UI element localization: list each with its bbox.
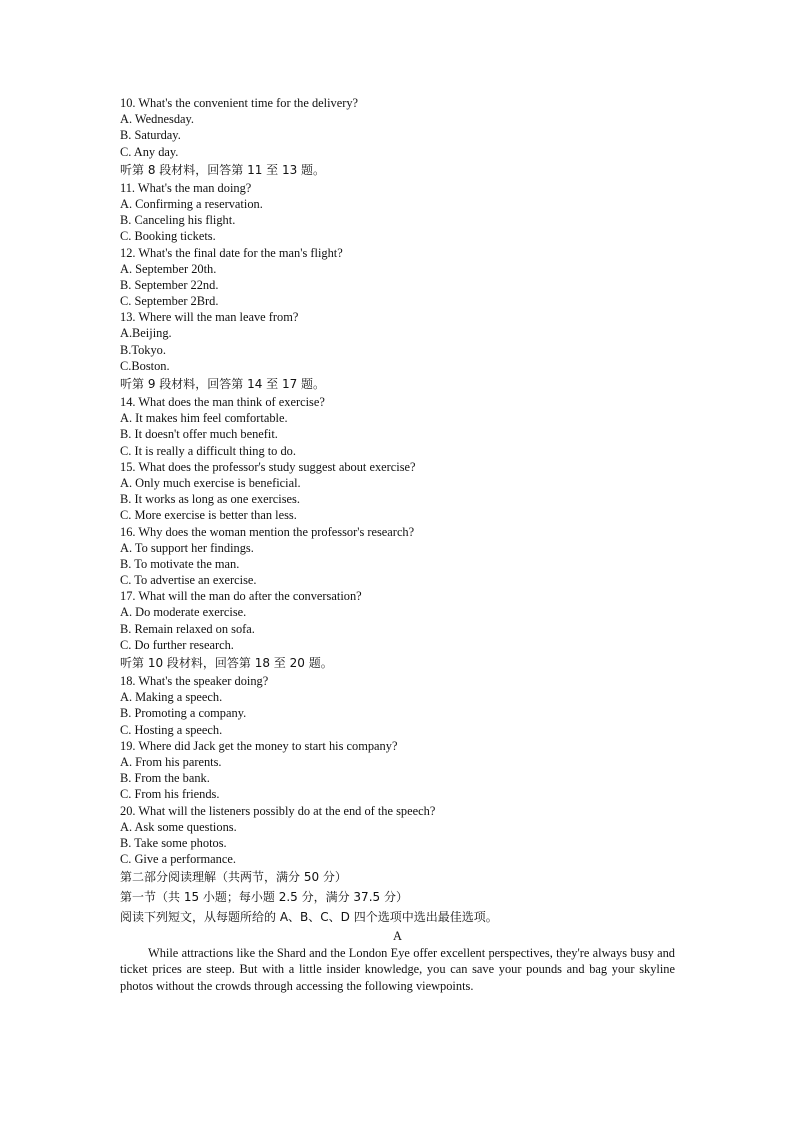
question-stem: 13. Where will the man leave from? bbox=[120, 310, 299, 325]
passage-label: A bbox=[393, 929, 402, 944]
answer-option: A. Wednesday. bbox=[120, 112, 195, 127]
question-stem: 10. What's the convenient time for the delivery? bbox=[120, 96, 359, 110]
answer-option: C. It is really a difficult thing to do. bbox=[120, 443, 296, 458]
answer-option: C. Hosting a speech. bbox=[120, 722, 223, 737]
section-instruction: 第一节（共 15 小题；每小题 2.5 分，满分 37.5 分） bbox=[120, 890, 408, 905]
answer-option: A. From his parents. bbox=[120, 754, 222, 769]
answer-option: A. Do moderate exercise. bbox=[120, 605, 247, 620]
answer-option: A. Ask some questions. bbox=[120, 819, 237, 834]
section-instruction: 阅读下列短文，从每题所给的 A、B、C、D 四个选项中选出最佳选项。 bbox=[120, 910, 498, 925]
answer-option: C. To advertise an exercise. bbox=[120, 573, 257, 588]
answer-option: B. It doesn't offer much benefit. bbox=[120, 427, 278, 442]
answer-option: C. Any day. bbox=[120, 144, 179, 159]
answer-option: B. From the bank. bbox=[120, 771, 210, 786]
answer-option: B. Saturday. bbox=[120, 128, 181, 143]
answer-option: B. To motivate the man. bbox=[120, 556, 240, 571]
answer-option: A. Making a speech. bbox=[120, 690, 223, 705]
answer-option: B. Take some photos. bbox=[120, 835, 227, 850]
question-stem: 20. What will the listeners possibly do at the end of the speech? bbox=[120, 803, 436, 818]
section-instruction: 听第 9 段材料，回答第 14 至 17 题。 bbox=[120, 377, 326, 391]
answer-option: C. Booking tickets. bbox=[120, 229, 216, 244]
answer-option: B.Tokyo. bbox=[120, 342, 166, 357]
question-stem: 16. Why does the woman mention the professor's research? bbox=[120, 524, 415, 539]
answer-option: C. Give a performance. bbox=[120, 852, 236, 867]
question-stem: 14. What does the man think of exercise? bbox=[120, 395, 325, 409]
answer-option: A. It makes him feel comfortable. bbox=[120, 411, 288, 426]
answer-option: C. More exercise is better than less. bbox=[120, 508, 297, 523]
answer-option: A. September 20th. bbox=[120, 261, 217, 276]
answer-option: A. To support her findings. bbox=[120, 540, 254, 555]
question-stem: 19. Where did Jack get the money to start his company? bbox=[120, 738, 398, 753]
section-instruction: 听第 8 段材料，回答第 11 至 13 题。 bbox=[120, 162, 326, 177]
answer-option: B. Remain relaxed on sofa. bbox=[120, 621, 255, 636]
question-stem: 15. What does the professor's study suggest about exercise? bbox=[120, 459, 416, 474]
section-instruction: 听第 10 段材料，回答第 18 至 20 题。 bbox=[120, 656, 333, 670]
answer-option: C. From his friends. bbox=[120, 787, 220, 802]
answer-option: C. Do further research. bbox=[120, 637, 234, 652]
answer-option: A. Only much exercise is beneficial. bbox=[120, 475, 301, 490]
question-stem: 12. What's the final date for the man's flight? bbox=[120, 245, 343, 260]
question-list bbox=[120, 95, 675, 945]
passage-paragraph: While attractions like the Shard and the London Eye offer excellent perspectives, they're always busy and ticket prices are steep. But with a little insider knowledge, you can save your pounds and bag your skyline photos without the crowds through accessing the following viewpoints. bbox=[120, 946, 675, 993]
answer-option: B. September 22nd. bbox=[120, 277, 219, 292]
answer-option: C. September 2Brd. bbox=[120, 294, 219, 309]
document-page bbox=[120, 95, 675, 994]
answer-option: B. It works as long as one exercises. bbox=[120, 492, 300, 507]
answer-option: C.Boston. bbox=[120, 358, 170, 373]
question-stem: 18. What's the speaker doing? bbox=[120, 674, 269, 688]
answer-option: A. Confirming a reservation. bbox=[120, 196, 263, 211]
answer-option: A.Beijing. bbox=[120, 326, 172, 341]
question-stem: 11. What's the man doing? bbox=[120, 180, 252, 195]
question-stem: 17. What will the man do after the conversation? bbox=[120, 589, 362, 604]
answer-option: B. Promoting a company. bbox=[120, 706, 247, 721]
answer-option: B. Canceling his flight. bbox=[120, 213, 236, 228]
section-instruction: 第二部分阅读理解（共两节，满分 50 分） bbox=[120, 870, 347, 885]
